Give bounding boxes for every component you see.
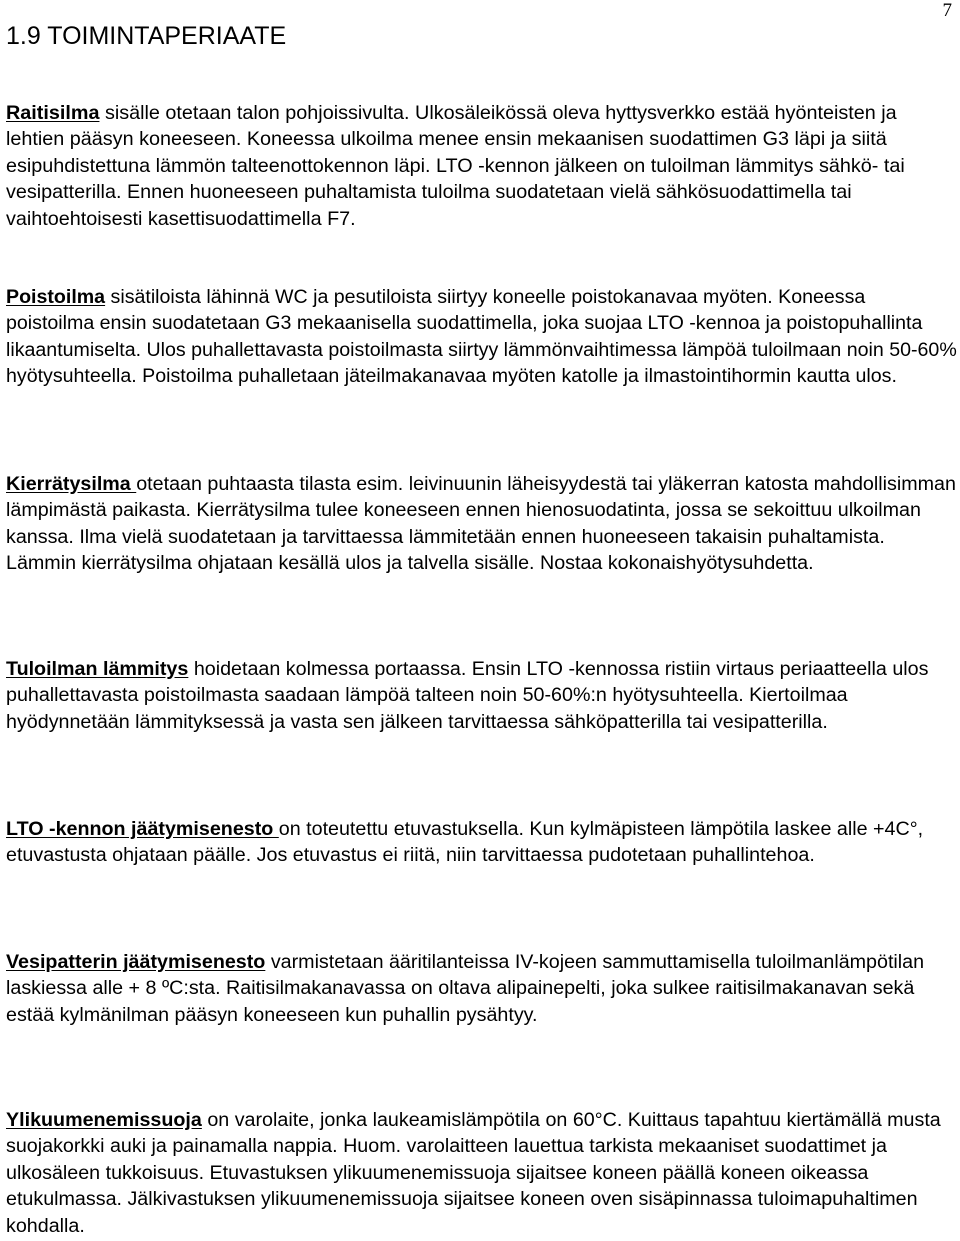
term-vesipatteri-jaatymisenesto: Vesipatterin jäätymisenesto bbox=[6, 951, 266, 973]
term-poistoilma: Poistoilma bbox=[6, 286, 106, 308]
paragraph-text: hoidetaan kolmessa portaassa. Ensin LTO -kennossa ristiin virtaus periaatteella ulos puhallettavasta poistoilmasta saadaan lämpöä talteen noin 50-60%:n hyötysuhteella. Kiertoilmaa hyödynnetään lämmityksessä ja vasta sen jälkeen tarvittaessa sähköpatterilla tai vesipatterilla. bbox=[6, 658, 929, 733]
page-number: 7 bbox=[942, 0, 952, 21]
paragraph-lto-jaatymisenesto bbox=[6, 816, 958, 869]
paragraph-text: sisätiloista lähinnä WC ja pesutiloista siirtyy koneelle poistokanavaa myöten. Koneessa poistoilma ensin suodatetaan G3 mekaanisella suodattimella, joka suojaa LTO -kennoa ja poistopuhallinta likaantumiselta. Ulos puhallettavasta poistoilmasta siirtyy lämmönvaihtimessa lämpöä tuloilmaan noin 50-60% hyötysuhteella. Poistoilma puhalletaan jäteilmakanavaa myöten katolle ja ilmastointihormin kautta ulos. bbox=[6, 286, 957, 388]
paragraph-text: on varolaite, jonka laukeamislämpötila on 60°C. Kuittaus tapahtuu kiertämällä musta suojakorkki auki ja painamalla nappia. Huom. varolaitteen lauettua tarkista mekaaniset suodattimet ja ulkosäleen tukkoisuus. Etuvastuksen ylikuumenemissuoja sijaitsee koneen päällä koneen oikeassa etukulmassa. Jälkivastuksen ylikuumenemissuoja sijaitsee koneen oven sisäpinnassa tuloimapuhaltimen kohdalla. bbox=[6, 1109, 941, 1237]
paragraph-tuloilman-lammitys bbox=[6, 656, 958, 735]
paragraph-ylikuumenemissuoja bbox=[6, 1107, 958, 1239]
paragraph-text: varmistetaan ääritilanteissa IV-kojeen sammuttamisella tuloilmanlämpötilan laskiessa alle + 8 ºC:sta. Raitisilmakanavassa on oltava alipainepelti, joka sulkee raitisilmakanavan sekä estää kylmänilman pääsyn koneeseen kun puhallin pysähtyy. bbox=[6, 951, 925, 1026]
paragraph-text: sisälle otetaan talon pohjoissivulta. Ulkosäleikössä oleva hyttysverkko estää hyönteisten ja lehtien pääsyn koneeseen. Koneessa ulkoilma menee ensin mekaanisen suodattimen G3 läpi ja siitä esipuhdistettuna lämmön talteenottokennon läpi. LTO -kennon jälkeen on tuloilman lämmitys sähkö- tai vesipatterilla. Ennen huoneeseen puhaltamista tuloilma suodatetaan vielä sähkösuodattimella tai vaihtoehtoisesti kasettisuodattimella F7. bbox=[6, 102, 905, 230]
term-tuloilman-lammitys: Tuloilman lämmitys bbox=[6, 658, 189, 680]
term-ylikuumenemissuoja: Ylikuumenemissuoja bbox=[6, 1109, 202, 1131]
term-raitisilma: Raitisilma bbox=[6, 102, 100, 124]
paragraph-text: otetaan puhtaasta tilasta esim. leivinuunin läheisyydestä tai yläkerran katosta mahdollisimman lämpimästä paikasta. Kierrätysilma tulee koneeseen ennen hienosuodatinta, jossa se sekoittuu ulkoilman kanssa. Ilma vielä suodatetaan ja tarvittaessa lämmitetään ennen huoneeseen takaisin puhaltamista. Lämmin kierrätysilma ohjataan kesällä ulos ja talvella sisälle. Nostaa kokonaishyötysuhdetta. bbox=[6, 473, 956, 575]
paragraph-raitisilma bbox=[6, 100, 958, 232]
paragraph-vesipatteri-jaatymisenesto bbox=[6, 949, 958, 1028]
paragraph-text: on toteutettu etuvastuksella. Kun kylmäpisteen lämpötila laskee alle +4C°, etuvastusta ohjataan päälle. Jos etuvastus ei riitä, niin tarvittaessa pudotetaan puhallintehoa. bbox=[6, 818, 924, 867]
paragraph-kierratysilma bbox=[6, 471, 958, 577]
term-lto-jaatymisenesto: LTO -kennon jäätymisenesto bbox=[6, 818, 279, 840]
term-kierratysilma: Kierrätysilma bbox=[6, 473, 137, 495]
section-heading: 1.9 TOIMINTAPERIAATE bbox=[6, 22, 287, 50]
paragraph-poistoilma bbox=[6, 284, 958, 390]
